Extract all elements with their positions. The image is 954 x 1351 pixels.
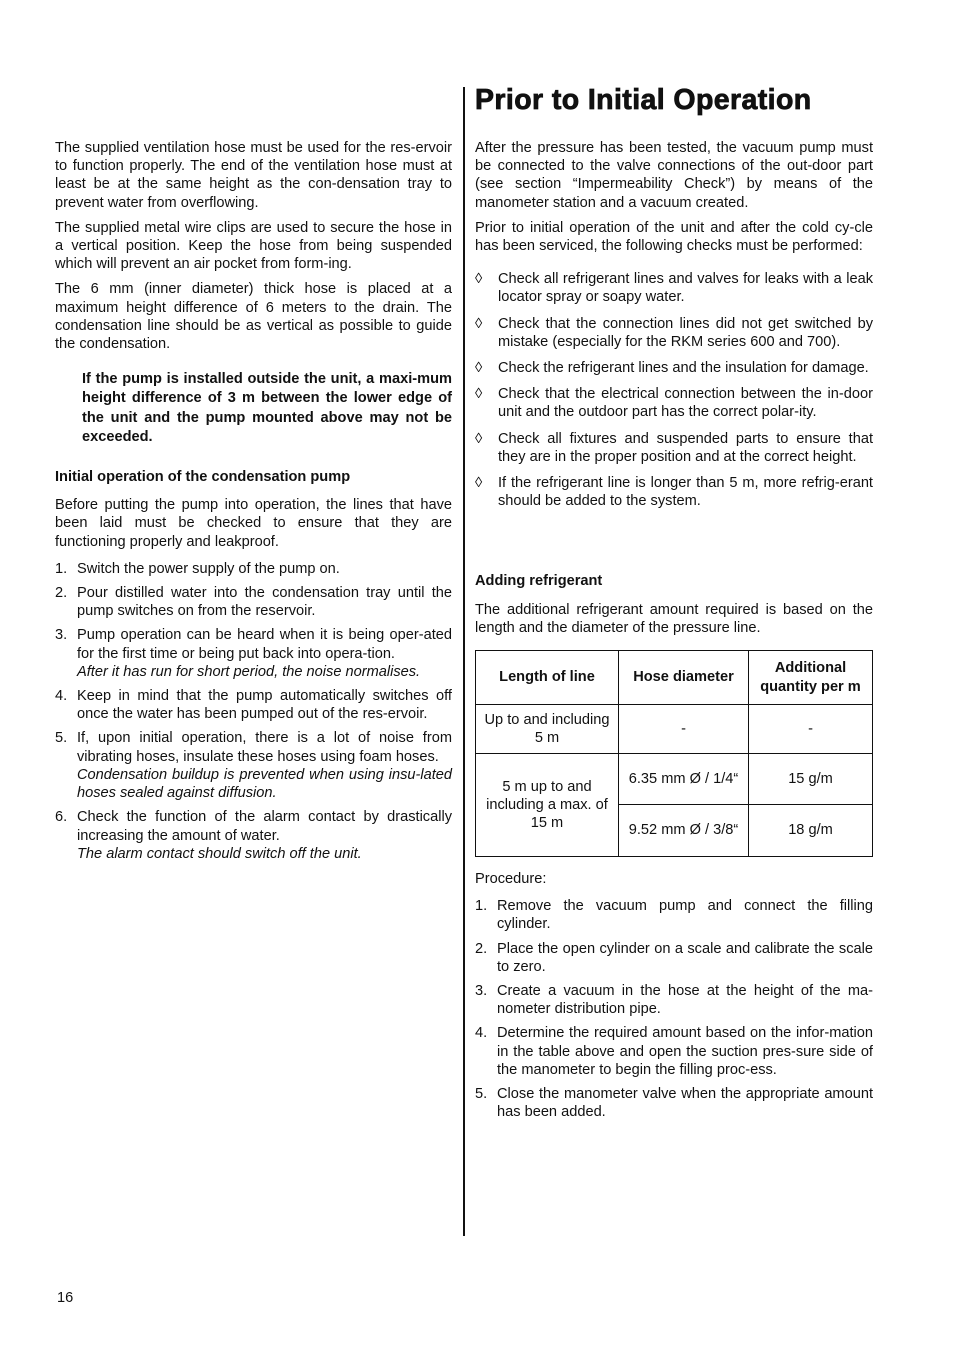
step-text: Keep in mind that the pump automatically switches off once the water has been pumped out of the res-ervoir.	[77, 688, 452, 723]
step-number: 6.	[55, 809, 68, 826]
table-header-row	[476, 651, 873, 705]
step-number: 4.	[55, 688, 68, 705]
list-item	[475, 1024, 873, 1079]
step-number: 2.	[55, 585, 68, 602]
list-item	[55, 729, 452, 802]
step-text: Switch the power supply of the pump on.	[77, 560, 340, 577]
check-text: Check all refrigerant lines and valves for leaks with a leak locator spray or soapy water.	[498, 271, 873, 306]
list-item	[475, 430, 873, 466]
page-number: 16	[57, 1290, 74, 1306]
table-cell: 15 g/m	[749, 754, 873, 805]
paragraph: Prior to initial operation of the unit and after the cold cy-cle has been serviced, the following checks must be performed:	[475, 219, 873, 255]
table-cell: 18 g/m	[749, 805, 873, 857]
paragraph: The supplied metal wire clips are used to secure the hose in a vertical position. Keep the hose from being suspended which will prevent an air pocket from form-ing.	[55, 219, 452, 273]
check-text: Check that the electrical connection between the in-door unit and the outdoor part has the correct polar-ity.	[498, 386, 873, 421]
list-item	[475, 474, 873, 510]
diamond-icon: ◊	[475, 430, 483, 447]
step-note: After it has run for short period, the noise normalises.	[77, 663, 421, 680]
step-number: 4.	[475, 1025, 488, 1042]
table-cell: 5 m up to and including a max. of 15 m	[476, 754, 619, 857]
list-item	[475, 385, 873, 421]
table-cell: 9.52 mm Ø / 3/8“	[619, 805, 749, 857]
step-text: Remove the vacuum pump and connect the filling cylinder.	[497, 898, 873, 933]
list-item	[55, 808, 452, 863]
table-cell: -	[619, 705, 749, 754]
step-number: 3.	[475, 983, 488, 1000]
step-text: Check the function of the alarm contact by drastically increasing the amount of water.	[77, 809, 452, 844]
list-item	[55, 687, 452, 723]
check-text: Check the refrigerant lines and the insulation for damage.	[498, 360, 869, 377]
diamond-icon: ◊	[475, 360, 483, 377]
step-note: The alarm contact should switch off the unit.	[77, 845, 362, 862]
left-column	[55, 139, 452, 869]
section-heading: Initial operation of the condensation pump	[55, 469, 351, 486]
step-text: Pour distilled water into the condensation tray until the pump switches on from the reservoir.	[77, 585, 452, 620]
right-column	[475, 139, 873, 1128]
table-cell: 6.35 mm Ø / 1/4“	[619, 754, 749, 805]
column-header: Length of line	[476, 651, 619, 705]
list-item	[475, 270, 873, 306]
page-title: Prior to Initial Operation	[475, 84, 812, 116]
step-number: 1.	[55, 560, 68, 577]
step-text: Create a vacuum in the hose at the height of the ma-nometer distribution pipe.	[497, 983, 873, 1018]
list-item	[475, 982, 873, 1018]
step-text: If, upon initial operation, there is a lot of noise from vibrating hoses, insulate these hoses using foam hoses.	[77, 730, 452, 765]
step-number: 1.	[475, 898, 488, 915]
step-number: 5.	[475, 1086, 488, 1103]
procedure-list	[475, 897, 873, 1121]
warning-note: If the pump is installed outside the unit, a maxi-mum height difference of 3 m between the lower edge of the unit and the pump mounted above may not be exceeded.	[82, 371, 452, 445]
diamond-icon: ◊	[475, 271, 483, 288]
list-item	[475, 315, 873, 351]
step-number: 2.	[475, 940, 488, 957]
section-intro: The additional refrigerant amount required is based on the length and the diameter of the pressure line.	[475, 601, 873, 636]
steps-list	[55, 560, 452, 863]
list-item	[55, 560, 452, 578]
list-item	[475, 897, 873, 933]
step-note: Condensation buildup is prevented when using insu-lated hoses sealed against diffusion.	[77, 766, 452, 802]
list-item	[475, 940, 873, 976]
table-cell: Up to and including 5 m	[476, 705, 619, 754]
step-text: Close the manometer valve when the appropriate amount has been added.	[497, 1086, 873, 1121]
paragraph: The 6 mm (inner diameter) thick hose is placed at a maximum height difference of 6 meters to the drain. The condensation line should be as vertical as possible to guide the condensation.	[55, 281, 452, 353]
step-number: 3.	[55, 627, 68, 644]
list-item	[475, 359, 873, 377]
table-cell: -	[749, 705, 873, 754]
check-text: If the refrigerant line is longer than 5 m, more refrig-erant should be added to the system.	[498, 475, 873, 510]
check-text: Check all fixtures and suspended parts to ensure that they are in the proper position and at the correct height.	[498, 430, 873, 465]
column-divider	[463, 87, 465, 1236]
section-heading: Adding refrigerant	[475, 573, 603, 590]
paragraph: The supplied ventilation hose must be used for the res-ervoir to function properly. The end of the ventilation hose must at least be at the same height as the con-densation tray to prevent water from overflowing.	[55, 140, 452, 211]
diamond-icon: ◊	[475, 475, 483, 492]
column-header: Additional quantity per m	[749, 651, 873, 705]
checks-list	[475, 270, 873, 510]
list-item	[55, 584, 452, 620]
list-item	[55, 626, 452, 681]
step-text: Determine the required amount based on the infor-mation in the table above and open the suction pres-sure side of the manometer to begin the filling proc-ess.	[497, 1025, 873, 1078]
procedure-label: Procedure:	[475, 871, 547, 888]
list-item	[475, 1085, 873, 1121]
column-header: Hose diameter	[619, 651, 749, 705]
section-intro: Before putting the pump into operation, the lines that have been laid must be checked to ensure that they are functioning properly and leakproof.	[55, 497, 452, 550]
diamond-icon: ◊	[475, 386, 483, 403]
table-row	[476, 705, 873, 754]
table-row	[476, 754, 873, 805]
diamond-icon: ◊	[475, 315, 483, 332]
refrigerant-table	[475, 650, 873, 857]
step-text: Pump operation can be heard when it is being oper-ated for the first time or being put back into opera-tion.	[77, 627, 452, 662]
step-number: 5.	[55, 730, 68, 747]
paragraph: After the pressure has been tested, the vacuum pump must be connected to the valve connections of the out-door part (see section “Impermeability Check”) by means of the manometer station and a vacuum created.	[475, 140, 873, 211]
check-text: Check that the connection lines did not get switched by mistake (especially for the RKM series 600 and 700).	[498, 315, 873, 350]
step-text: Place the open cylinder on a scale and calibrate the scale to zero.	[497, 940, 873, 975]
